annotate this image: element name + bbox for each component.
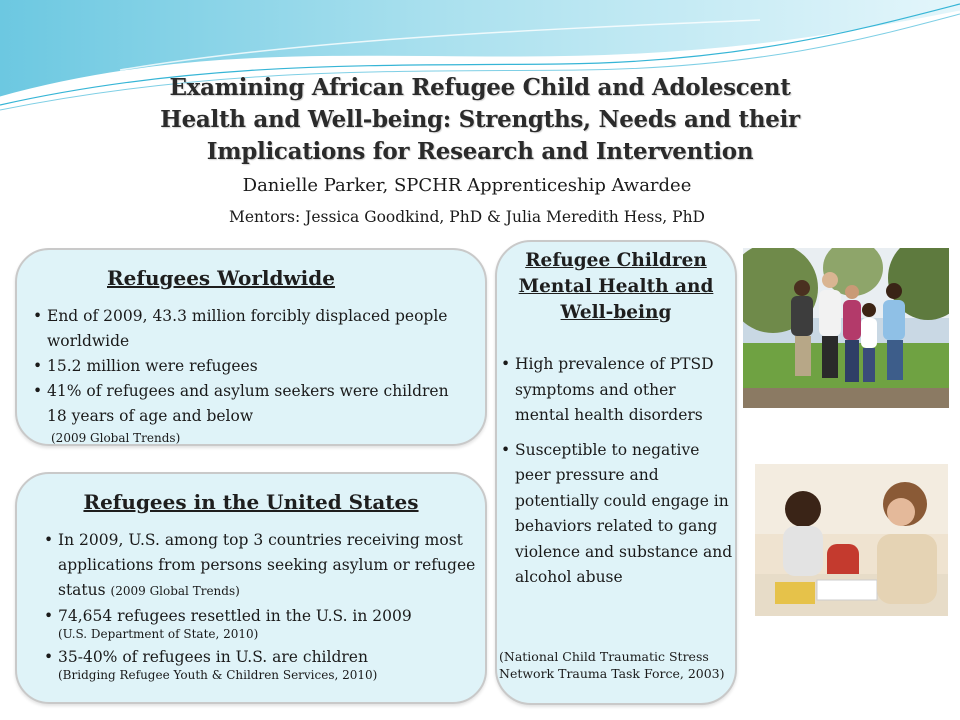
mental-health-heading: Refugee Children Mental Health and Well-being [518,250,714,323]
citation: (U.S. Department of State, 2010) [58,627,259,641]
group-photo [743,248,949,408]
title-line-2: Health and Well-being: Strengths, Needs and their [160,106,800,133]
refugees-worldwide-panel [15,248,487,446]
bullet-icon: • [501,440,511,459]
title-line-3: Implications for Research and Intervention [206,138,754,165]
citation: (2009 Global Trends) [110,584,240,598]
list-item: • 15.2 million were refugees [33,354,473,379]
refugees-worldwide-heading: Refugees Worldwide [107,266,335,290]
refugees-us-panel [15,472,487,704]
list-item: • In 2009, U.S. among top 3 countries receiving most applications from persons seeking asylum or refugee status (2009 Global Trends) [44,528,480,604]
mentors-line: Mentors: Jessica Goodkind, PhD & Julia Meredith Hess, PhD [229,208,705,226]
group-photo-image [743,248,949,408]
citation: (Bridging Refugee Youth & Children Services, 2010) [58,668,378,682]
tutoring-photo-image [755,464,948,616]
tutoring-photo [755,464,948,616]
bullet-icon: • [33,357,43,375]
citation: (2009 Global Trends) [51,431,181,445]
bullet-icon: • [33,307,43,325]
list-item: • 35-40% of refugees in U.S. are children (Bridging Refugee Youth & Children Services, 2010) [44,645,480,683]
list-item: • Susceptible to negative peer pressure and potentially could engage in behaviors related to gang violence and substance and alcohol abuse [501,438,733,591]
bullet-icon: • [44,648,54,666]
refugees-us-heading: Refugees in the United States [83,490,419,514]
mental-health-panel [495,240,737,705]
poster-title [0,72,960,168]
refugees-us-list [44,528,480,686]
list-item: • 74,654 refugees resettled in the U.S. in 2009 (U.S. Department of State, 2010) [44,604,480,642]
refugees-worldwide-list [33,304,473,447]
citation: (National Child Traumatic Stress Network Trauma Task Force, 2003) [499,649,725,681]
list-item: • End of 2009, 43.3 million forcibly displaced people worldwide [33,304,473,354]
title-line-1: Examining African Refugee Child and Adolescent [169,74,791,101]
mental-health-list [501,352,733,591]
list-item: • 41% of refugees and asylum seekers were children 18 years of age and below (2009 Global Trends) [33,379,473,447]
bullet-icon: • [44,607,54,625]
bullet-icon: • [501,355,511,373]
author-line: Danielle Parker, SPCHR Apprenticeship Awardee [242,175,692,196]
list-item: • High prevalence of PTSD symptoms and other mental health disorders [501,352,733,429]
bullet-icon: • [44,531,54,549]
bullet-icon: • [33,382,43,400]
